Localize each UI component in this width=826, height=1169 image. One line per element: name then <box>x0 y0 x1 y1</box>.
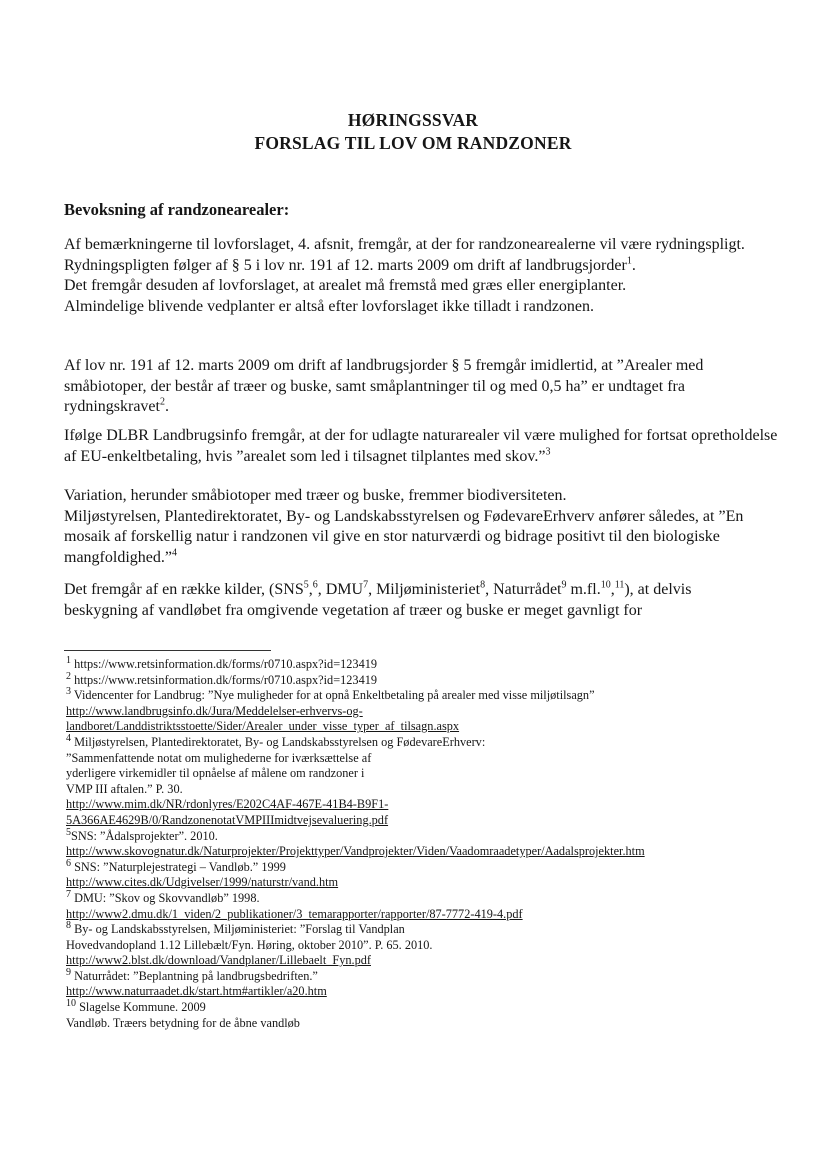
footnote-4-link-cont[interactable]: 5A366AE4629B/0/RandzonenotatVMPIIImidtvejsevaluering.pdf <box>66 812 389 827</box>
p5-text: , DMU <box>317 581 364 598</box>
footnote-separator <box>64 650 271 651</box>
body-text-3 <box>64 426 779 487</box>
footnote-8-link[interactable]: http://www2.blst.dk/download/Vandplaner/Lillebaelt_Fyn.pdf <box>66 953 371 968</box>
footnote-1 <box>66 654 806 673</box>
p5-text: , Naturrådet <box>485 581 562 598</box>
footnote-text: SNS: ”Naturplejestrategi – Vandløb.” 1999 <box>74 859 286 874</box>
footnote-4 <box>66 732 806 751</box>
paragraph-1 <box>64 235 784 317</box>
p5-text: m.fl. <box>566 581 601 598</box>
footnote-number: 3 <box>66 686 71 698</box>
footnote-text: Naturrådet: ”Beplantning på landbrugsbedriften.” <box>74 968 318 983</box>
footnote-7 <box>66 888 806 907</box>
footnote-5 <box>66 826 806 845</box>
footnote-number: 8 <box>66 920 71 931</box>
footnote-ref: 9 <box>561 579 567 591</box>
footnote-number: 9 <box>66 966 71 978</box>
footnote-text: https://www.retsinformation.dk/forms/r0710.aspx?id=123419 <box>74 672 378 687</box>
footnote-ref: 4 <box>171 547 177 559</box>
paragraph-2 <box>64 356 779 418</box>
p5-text: , Miljøministeriet <box>368 581 481 598</box>
footnote-5-link[interactable]: http://www.skovognatur.dk/Naturprojekter/Projekttyper/Vandprojekter/Viden/Vaadomraadetyper/Aadalsprojekter.htm <box>66 844 645 859</box>
p1-sentence-a: Af bemærkningerne til lovforslaget, 4. afsnit, fremgår, at der for randzonearealerne vil være rydningspligt. <box>64 236 745 253</box>
footnote-text: DMU: ”Skov og Skovvandløb” 1998. <box>74 890 260 905</box>
footnote-text: Slagelse Kommune. 2009 <box>79 1000 206 1015</box>
p5-text: Det fremgår af en række kilder, (SNS <box>64 581 304 598</box>
footnote-text: Videncenter for Landbrug: ”Nye muligheder for at opnå Enkeltbetaling på arealer med visse miljøtilsagn” <box>73 688 595 703</box>
footnote-ref: 2 <box>159 396 165 408</box>
footnote-text: https://www.retsinformation.dk/forms/r0710.aspx?id=123419 <box>74 657 378 671</box>
footnote-ref: 3 <box>545 446 551 458</box>
footnote-10 <box>66 997 806 1016</box>
p1-sentence-b: Rydningspligten følger af § 5 i lov nr. 191 af 12. marts 2009 om drift af landbrugsjorder <box>64 256 627 274</box>
footnote-number: 1 <box>66 654 71 666</box>
footnote-number: 4 <box>66 732 71 744</box>
p5-text: ), at delvis beskygning af vandløbet fra omgivende vegetation af træer og buske er meget gavnligt for <box>64 581 692 619</box>
footnote-3-link-cont[interactable]: landboret/Landdistriktsstoette/Sider/Arealer_under_visse_typer_af_tilsagn.aspx <box>66 719 460 734</box>
footnote-text: By- og Landskabsstyrelsen, Miljøministeriet: ”Forslag til Vandplan <box>74 922 405 937</box>
p5-text: , <box>610 581 615 598</box>
footnote-number: 2 <box>66 670 71 682</box>
body-text <box>64 235 784 337</box>
footnote-number: 10 <box>66 997 76 1009</box>
footnote-10-line-b: Vandløb. Træers betydning for de åbne vandløb <box>66 1015 300 1030</box>
footnote-ref: 5 <box>303 579 309 591</box>
footnote-3 <box>66 688 806 704</box>
paragraph-3 <box>64 426 779 467</box>
section-heading: Bevoksning af randzonearealer: <box>64 200 290 219</box>
footnote-number: 7 <box>66 888 71 900</box>
footnotes <box>66 654 806 1031</box>
footnote-ref: 8 <box>480 579 486 591</box>
document-title: HØRINGSSVAR <box>347 110 479 130</box>
footnote-ref: 7 <box>363 579 369 591</box>
p5-text: , <box>308 581 313 598</box>
footnote-6 <box>66 857 806 876</box>
body-text-4 <box>64 486 769 588</box>
p4-sentence-b: Miljøstyrelsen, Plantedirektoratet, By- og Landskabsstyrelsen og FødevareErhverv anfører således, at ”En mosaik af forskellig natur i randzonen vil give en stor naturværdi og bidrage positivt til den biologiske mangfoldighed.” <box>64 507 744 566</box>
footnote-text: Miljøstyrelsen, Plantedirektoratet, By- og Landskabsstyrelsen og FødevareErhverv: <box>74 734 486 749</box>
p1-sentence-d: Almindelige blivende vedplanter er altså efter lovforslaget ikke tilladt i randzonen. <box>64 297 595 315</box>
footnote-4-link[interactable]: http://www.mim.dk/NR/rdonlyres/E202C4AF-467E-41B4-B9F1- <box>66 797 389 812</box>
footnote-ref: 11 <box>614 579 625 591</box>
paragraph-5 <box>64 580 754 621</box>
footnote-6-link[interactable]: http://www.cites.dk/Udgivelser/1999/naturstr/vand.htm <box>66 875 339 890</box>
footnote-ref: 10 <box>600 579 611 591</box>
footnote-number: 6 <box>66 857 71 869</box>
footnote-ref: 6 <box>312 579 318 591</box>
footnote-ref: 1 <box>626 255 632 267</box>
footnote-8 <box>66 922 806 938</box>
paragraph-4 <box>64 486 769 568</box>
document-subtitle: FORSLAG TIL LOV OM RANDZONER <box>254 133 572 153</box>
p4-sentence-a: Variation, herunder småbiotoper med træer og buske, fremmer biodiversiteten. <box>64 487 567 504</box>
p3-text: Ifølge DLBR Landbrugsinfo fremgår, at der for udlagte naturarealer vil være mulighed for fortsat opretholdelse af EU-enkeltbetaling, hvis ”arealet som led i tilsagnet tilplantes med skov.” <box>64 427 778 465</box>
footnote-2 <box>66 670 806 689</box>
footnote-4-line-b: ”Sammenfattende notat om mulighederne for iværksættelse af <box>66 750 372 765</box>
footnote-4-line-c: yderligere virkemidler til opnåelse af målene om randzoner i <box>66 766 365 781</box>
p2-end: . <box>164 398 169 415</box>
p2-text: Af lov nr. 191 af 12. marts 2009 om drift af landbrugsjorder § 5 fremgår imidlertid, at ”Arealer med småbiotoper, der består af træer og buske, samt småplantninger til og med 0,5 ha” er undtaget fra rydningskravet <box>64 357 704 415</box>
p1-sentence-b-end: . <box>631 256 636 274</box>
footnote-8-line-b: Hovedvandopland 1.12 Lillebælt/Fyn. Høring, oktober 2010”. P. 65. 2010. <box>66 937 433 952</box>
footnote-7-link[interactable]: http://www2.dmu.dk/1_viden/2_publikationer/3_temarapporter/rapporter/87-7772-419-4.pdf <box>66 906 523 921</box>
footnote-4-line-d: VMP III aftalen.” P. 30. <box>66 781 183 796</box>
footnote-3-link[interactable]: http://www.landbrugsinfo.dk/Jura/Meddelelser-erhvervs-og- <box>66 703 363 718</box>
body-text-5 <box>64 580 754 641</box>
footnote-9 <box>66 966 806 985</box>
footnote-number: 5 <box>66 826 71 838</box>
p1-sentence-c: Det fremgår desuden af lovforslaget, at arealet må fremstå med græs eller energiplanter. <box>64 277 627 294</box>
footnote-text: SNS: ”Ådalsprojekter”. 2010. <box>71 828 218 843</box>
footnote-9-link[interactable]: http://www.naturraadet.dk/start.htm#artikler/a20.htm <box>66 984 327 999</box>
